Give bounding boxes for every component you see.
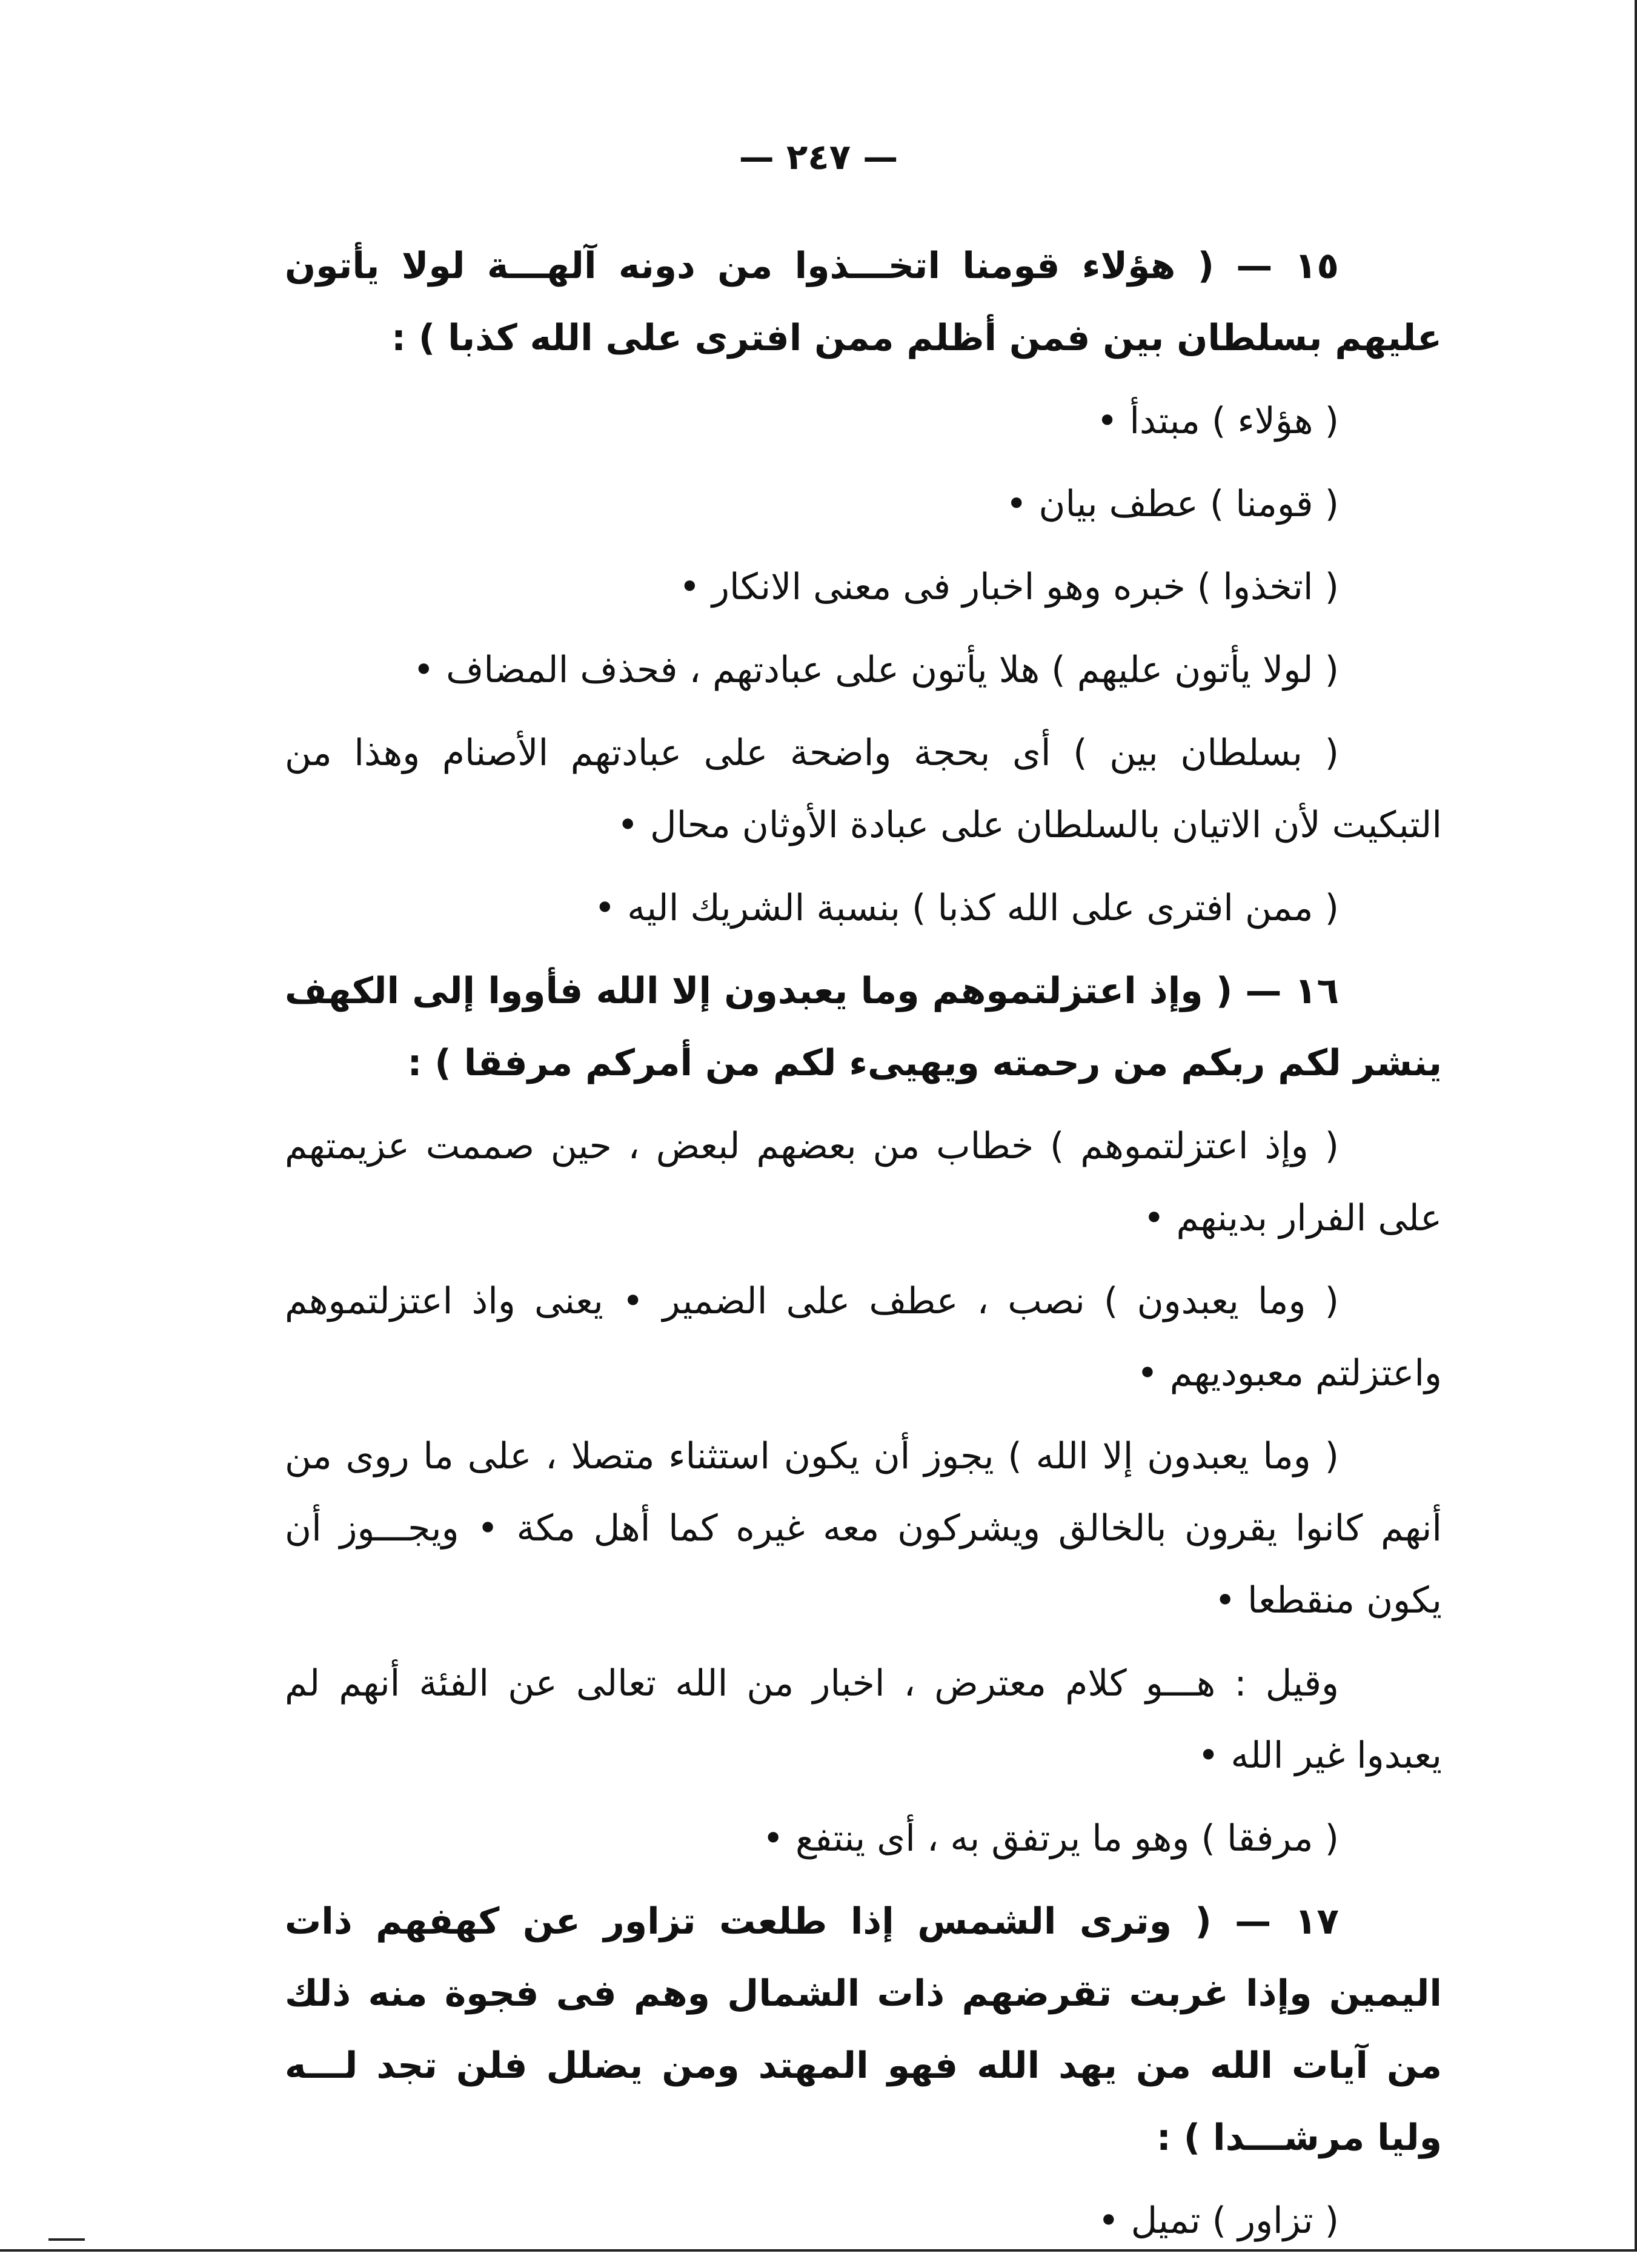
commentary-paragraph: ( تزاور ) تميل • <box>1098 2200 1339 2242</box>
commentary-paragraph: ( وما يعبدون ) نصب ، عطف على الضمير • يعنى واذ اعتزلتموهم واعتزلتم معبوديهم • <box>285 1280 1442 1394</box>
commentary-paragraph: وقيل : هـــو كلام معترض ، اخبار من الله تعالى عن الفئة أنهم لم يعبدوا غير الله • <box>285 1662 1442 1777</box>
verse-17: ١٧ — ( وترى الشمس إذا طلعت تزاور عن كهفهم ذات اليمين وإذا غربت تقرضهم ذات الشمال وهم فى فجوة منه ذلك من آيات الله من يهد الله فهو المهتد ومن يضلل فلن تجد لـــه وليا مرشـــدا ) : <box>285 1900 1442 2159</box>
commentary-paragraph: ( هؤلاء ) مبتدأ • <box>1096 400 1339 442</box>
page-body <box>285 230 1442 2268</box>
commentary-paragraph: ( اتخذوا ) خبره وهو اخبار فى معنى الانكار • <box>679 566 1339 608</box>
commentary-paragraph: ( مرفقا ) وهو ما يرتفق به ، أى ينتفع • <box>762 1817 1339 1860</box>
commentary-paragraph: ( وإذ اعتزلتموهم ) خطاب من بعضهم لبعض ، حين صممت عزيمتهم على الفرار بدينهم • <box>285 1125 1442 1239</box>
verse-16: ١٦ — ( وإذ اعتزلتموهم وما يعبدون إلا الله فأووا إلى الكهف ينشر لكم ربكم من رحمته ويهيىء لكم من أمركم مرفقا ) : <box>285 970 1442 1084</box>
page-number: — ٢٤٧ — <box>739 136 898 177</box>
commentary-paragraph: ( لولا يأتون عليهم ) هلا يأتون على عبادتهم ، فحذف المضاف • <box>413 649 1339 691</box>
page-edge-mark <box>48 2238 85 2241</box>
verse-15: ١٥ — ( هؤلاء قومنا اتخـــذوا من دونه آلهـــة لولا يأتون عليهم بسلطان بين فمن أظلم ممن افترى على الله كذبا ) : <box>285 245 1442 359</box>
commentary-paragraph: ( وما يعبدون إلا الله ) يجوز أن يكون استثناء متصلا ، على ما روى من أنهم كانوا يقرون بالخالق ويشركون معه غيره كما أهل مكة • ويجـــوز أن يكون منقطعا • <box>285 1435 1442 1622</box>
commentary-paragraph: ( قومنا ) عطف بيان • <box>1005 483 1339 525</box>
commentary-paragraph: ( بسلطان بين ) أى بحجة واضحة على عبادتهم الأصنام وهذا من التبكيت لأن الاتيان بالسلطان على عبادة الأوثان محال • <box>285 732 1442 846</box>
commentary-paragraph: ( ممن افترى على الله كذبا ) بنسبة الشريك اليه • <box>594 887 1339 929</box>
